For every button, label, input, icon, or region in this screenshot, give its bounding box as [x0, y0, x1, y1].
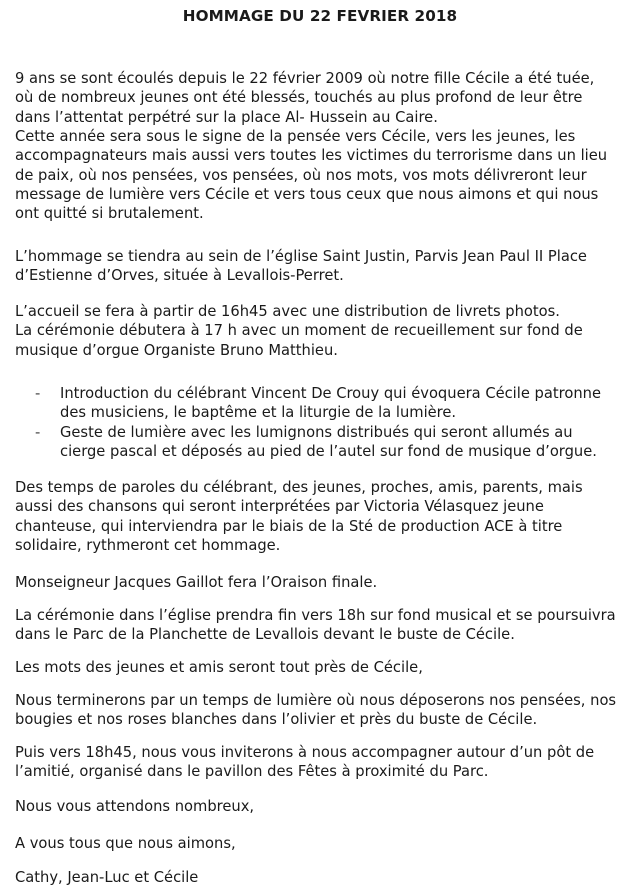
paragraph-line: aussi des chansons qui seront interprétées par Victoria Vélasquez jeune	[15, 498, 544, 516]
paragraph-line: l’amitié, organisé dans le pavillon des Fêtes à proximité du Parc.	[15, 763, 489, 781]
paragraph-location	[15, 247, 635, 286]
paragraph-line: L’hommage se tiendra au sein de l’église Saint Justin, Parvis Jean Paul II Place	[15, 248, 587, 265]
paragraph-speeches	[15, 478, 635, 555]
list-item	[15, 384, 635, 423]
list-item-line: Introduction du célébrant Vincent De Crouy qui évoquera Cécile patronne	[60, 385, 601, 402]
paragraph-line: Des temps de paroles du célébrant, des jeunes, proches, amis, parents, mais	[15, 479, 583, 496]
list-item-line: Geste de lumière avec les lumignons distribués qui seront allumés au	[60, 423, 573, 441]
paragraph-line: A vous tous que nous aimons,	[15, 835, 236, 852]
paragraph-schedule	[15, 302, 635, 360]
signature-line: Cathy, Jean-Luc et Cécile	[15, 869, 199, 886]
paragraph-line: de paix, où nos pensées, vos pensées, où nos mots, vos mots délivreront leur	[15, 166, 587, 184]
paragraph-line: La cérémonie débutera à 17 h avec un moment de recueillement sur fond de	[15, 322, 583, 340]
bullet-marker: -	[35, 385, 41, 402]
paragraph-closing-ceremony	[15, 606, 635, 645]
page-title: HOMMAGE DU 22 FEVRIER 2018	[182, 7, 458, 25]
paragraph-intro	[15, 69, 635, 127]
paragraph-line: message de lumière vers Cécile et vers tous ceux que nous aimons et qui nous	[15, 185, 599, 203]
paragraph-line: musique d’orgue Organiste Bruno Matthieu.	[15, 341, 338, 359]
paragraph-words	[15, 658, 635, 677]
paragraph-reception	[15, 743, 635, 782]
paragraph-line: où de nombreux jeunes ont été blessés, touchés au plus profond de leur être	[15, 89, 583, 107]
paragraph-line: Cette année sera sous le signe de la pensée vers Cécile, vers les jeunes, les	[15, 128, 576, 145]
paragraph-greeting	[15, 834, 635, 853]
paragraph-line: d’Estienne d’Orves, située à Levallois-Perret.	[15, 267, 344, 285]
paragraph-line: dans l’attentat perpétré sur la place Al- Hussein au Caire.	[15, 108, 438, 126]
paragraph-line: dans le Parc de la Planchette de Levallois devant le buste de Cécile.	[15, 626, 515, 644]
paragraph-line: Nous vous attendons nombreux,	[15, 798, 255, 815]
paragraph-line: solidaire, rythmeront cet hommage.	[15, 536, 281, 554]
paragraph-theme	[15, 127, 635, 223]
bullet-marker: -	[35, 423, 41, 441]
paragraph-light	[15, 691, 635, 730]
paragraph-line: Les mots des jeunes et amis seront tout près de Cécile,	[15, 659, 423, 676]
list-item-line: des musiciens, le baptême et la liturgie de la lumière.	[60, 404, 457, 422]
list-item	[15, 423, 635, 462]
paragraph-line: ont quitté si brutalement.	[15, 205, 204, 223]
signature	[15, 868, 635, 887]
program-list	[15, 384, 635, 461]
paragraph-line: L’accueil se fera à partir de 16h45 avec une distribution de livrets photos.	[15, 303, 560, 320]
paragraph-line: bougies et nos roses blanches dans l’olivier et près du buste de Cécile.	[15, 711, 538, 729]
paragraph-line: Puis vers 18h45, nous vous inviterons à nous accompagner autour d’un pôt de	[15, 744, 595, 761]
paragraph-line: Nous terminerons par un temps de lumière où nous déposerons nos pensées, nos	[15, 692, 617, 709]
paragraph-waiting	[15, 797, 635, 816]
list-item-line: cierge pascal et déposés au pied de l’autel sur fond de musique d’orgue.	[60, 442, 597, 460]
paragraph-line: chanteuse, qui interviendra par le biais de la Sté de production ACE à titre	[15, 517, 563, 535]
paragraph-line: La cérémonie dans l’église prendra fin vers 18h sur fond musical et se poursuivra	[15, 607, 616, 624]
paragraph-line: 9 ans se sont écoulés depuis le 22 février 2009 où notre fille Cécile a été tuée,	[15, 70, 595, 87]
paragraph-oraison	[15, 573, 635, 592]
paragraph-line: accompagnateurs mais aussi vers toutes les victimes du terrorisme dans un lieu	[15, 147, 608, 165]
paragraph-line: Monseigneur Jacques Gaillot fera l’Oraison finale.	[15, 574, 378, 591]
